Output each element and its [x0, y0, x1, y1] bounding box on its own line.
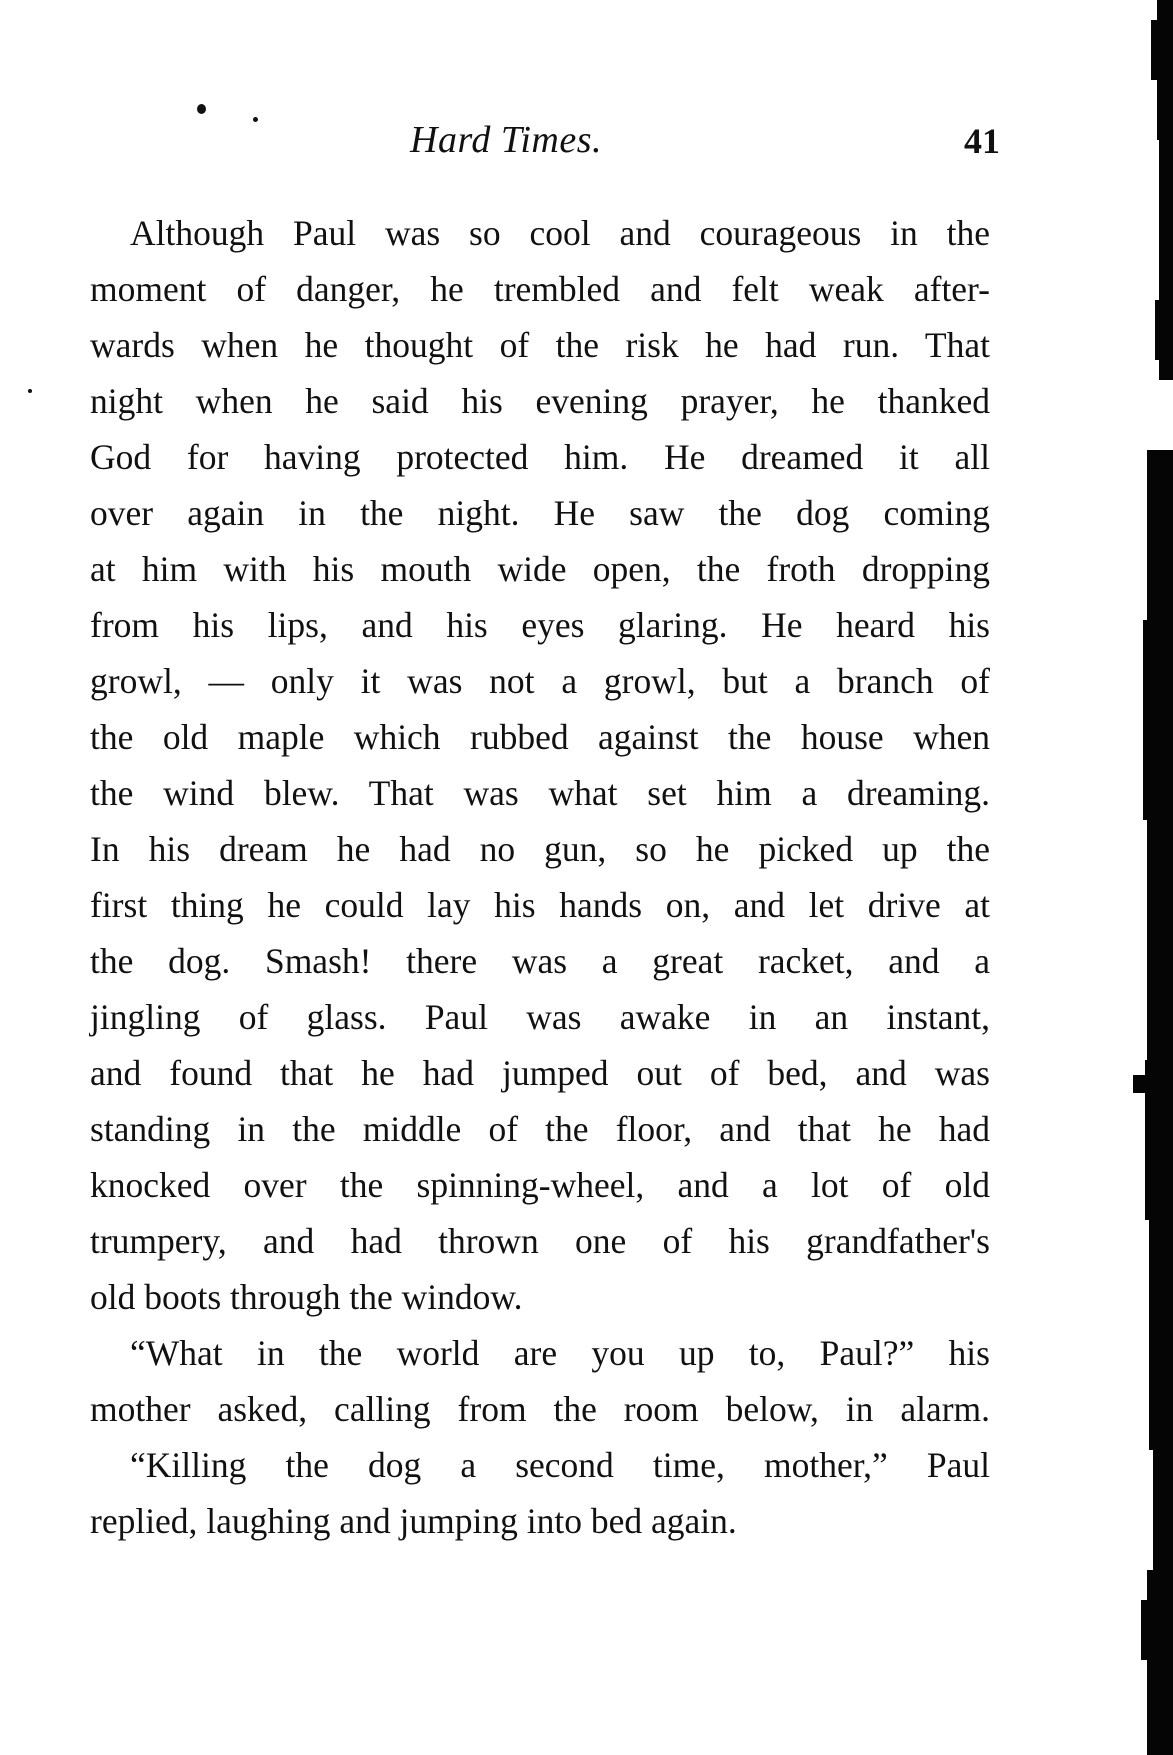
text-line: replied, laughing and jumping into bed again.: [90, 1501, 737, 1541]
page-number: 41: [964, 121, 1000, 161]
printer-mark: [253, 117, 258, 122]
text-line: moment of danger, he trembled and felt weak after-: [90, 269, 990, 309]
text-line: Although Paul was so cool and courageous in the: [130, 213, 990, 253]
text-line: and found that he had jumped out of bed, and was: [90, 1053, 990, 1093]
text-line: jingling of glass. Paul was awake in an instant,: [90, 997, 990, 1037]
text-line: growl, — only it was not a growl, but a branch of: [90, 661, 990, 701]
text-line: wards when he thought of the risk he had run. That: [90, 325, 990, 365]
text-line: trumpery, and had thrown one of his grandfather's: [90, 1221, 990, 1261]
text-line: In his dream he had no gun, so he picked up the: [90, 829, 990, 869]
text-line: “What in the world are you up to, Paul?” his: [130, 1333, 990, 1373]
scan-edge-artifact: [1093, 0, 1173, 1755]
text-line: the dog. Smash! there was a great racket, and a: [90, 941, 990, 981]
text-line: knocked over the spinning-wheel, and a lot of old: [90, 1165, 990, 1205]
text-line: from his lips, and his eyes glaring. He heard his: [90, 605, 990, 645]
printer-mark: [197, 104, 206, 114]
text-line: the old maple which rubbed against the house when: [90, 717, 990, 757]
text-line: over again in the night. He saw the dog coming: [90, 493, 990, 533]
text-line: mother asked, calling from the room below, in alarm.: [90, 1389, 990, 1429]
body-text: [90, 205, 990, 1549]
text-line: God for having protected him. He dreamed it all: [90, 437, 990, 477]
text-line: first thing he could lay his hands on, and let drive at: [90, 885, 990, 925]
printer-mark: [28, 389, 32, 393]
text-line: at him with his mouth wide open, the froth dropping: [90, 549, 990, 589]
text-line: old boots through the window.: [90, 1277, 523, 1317]
text-line: the wind blew. That was what set him a dreaming.: [90, 773, 990, 813]
text-line: night when he said his evening prayer, he thanked: [90, 381, 990, 421]
running-head: [90, 118, 1000, 178]
running-title: Hard Times.: [410, 119, 603, 161]
text-line: “Killing the dog a second time, mother,” Paul: [130, 1445, 990, 1485]
text-line: standing in the middle of the floor, and that he had: [90, 1109, 990, 1149]
